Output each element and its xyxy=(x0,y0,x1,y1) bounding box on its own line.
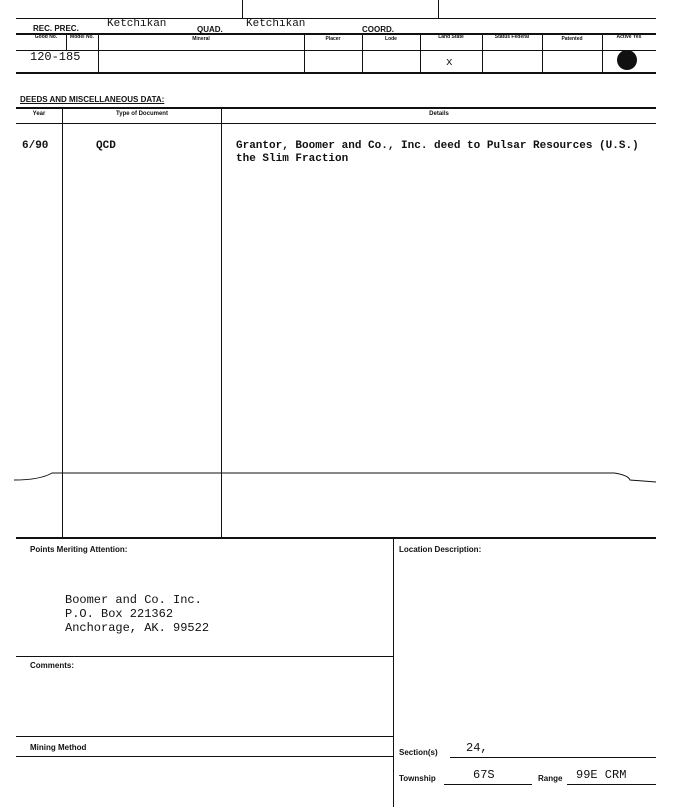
comments-label: Comments: xyxy=(30,661,75,670)
rec-prec-label: REC. PREC. xyxy=(33,24,79,33)
coord-label: COORD. xyxy=(362,25,394,34)
comments-top-rule xyxy=(16,656,393,657)
address-line-1: Boomer and Co. Inc. xyxy=(65,593,202,607)
status-col-divider xyxy=(602,33,603,73)
col-lode: Lode xyxy=(385,36,397,42)
lower-section-divider xyxy=(393,537,394,807)
status-col-divider xyxy=(482,33,483,73)
status-col-divider xyxy=(66,33,67,50)
quad-label: QUAD. xyxy=(197,25,223,34)
mining-method-top-rule xyxy=(16,736,393,737)
deeds-section-title: DEEDS AND MISCELLANEOUS DATA: xyxy=(20,95,165,104)
col-mineral: Mineral xyxy=(192,36,210,42)
deeds-col-type: Type of Document xyxy=(116,111,168,117)
col-patented: Patented xyxy=(561,36,583,42)
col-active-yes: Active Yes xyxy=(616,34,642,40)
deed-year: 6/90 xyxy=(22,140,49,152)
township-label: Township xyxy=(399,774,436,783)
deed-details-line-2: the Slim Fraction xyxy=(236,153,349,165)
deeds-bottom-rule xyxy=(16,537,656,539)
status-col-divider xyxy=(98,33,99,73)
col-good-no: Good No. xyxy=(34,34,58,40)
header-divider xyxy=(242,0,243,18)
mining-method-label: Mining Method xyxy=(30,743,87,752)
deeds-col-details: Details xyxy=(429,111,449,117)
land-state-mark: x xyxy=(446,57,453,69)
deed-type: QCD xyxy=(96,140,116,152)
status-col-divider xyxy=(542,33,543,73)
record-number: 120-185 xyxy=(30,50,81,64)
range-label: Range xyxy=(538,774,563,783)
header-divider xyxy=(438,0,439,18)
status-table-top-rule xyxy=(16,33,656,35)
status-col-divider xyxy=(362,33,363,73)
deeds-col-year: Year xyxy=(32,111,46,117)
status-table-header-rule xyxy=(16,50,656,51)
fold-crease-line xyxy=(0,462,678,492)
rec-prec-value: Ketchikan xyxy=(107,18,167,30)
township-value: 67S xyxy=(473,768,495,782)
col-placer: Placer xyxy=(325,36,341,42)
active-yes-punch-hole xyxy=(617,50,637,70)
col-model-no: Model No. xyxy=(70,34,94,40)
deeds-header-rule xyxy=(16,123,656,124)
address-line-2: P.O. Box 221362 xyxy=(65,607,174,621)
mining-method-rule xyxy=(16,756,393,757)
deeds-top-rule xyxy=(16,107,656,109)
deed-details-line-1: Grantor, Boomer and Co., Inc. deed to Pulsar Resources (U.S.) xyxy=(236,140,639,152)
points-meriting-label: Points Meriting Attention: xyxy=(30,545,128,554)
location-description-label: Location Description: xyxy=(399,545,482,554)
status-col-divider xyxy=(304,33,305,73)
address-line-3: Anchorage, AK. 99522 xyxy=(65,621,210,635)
section-label: Section(s) xyxy=(399,748,438,757)
status-col-divider xyxy=(420,33,421,73)
range-value: 99E CRM xyxy=(576,768,627,782)
col-status-federal: Status Federal xyxy=(494,34,530,40)
status-table-bottom-rule xyxy=(16,72,656,74)
col-land-state: Land State xyxy=(438,34,464,40)
section-value: 24, xyxy=(466,741,488,755)
quad-value: Ketchikan xyxy=(246,18,306,30)
